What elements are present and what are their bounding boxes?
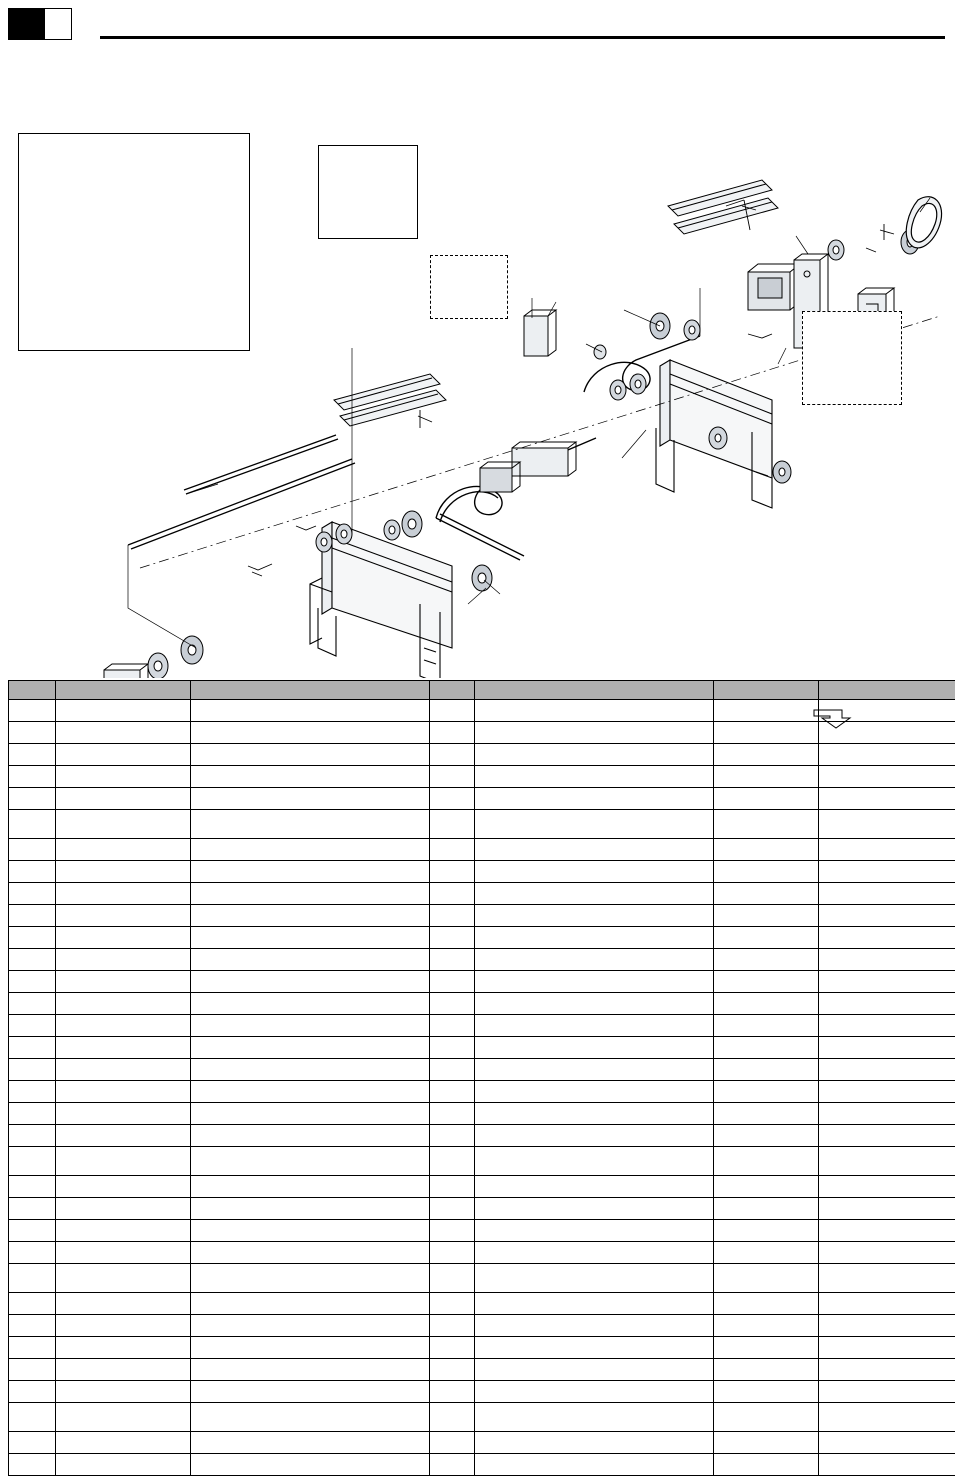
cell-description-2 <box>475 1220 714 1242</box>
cell-ref <box>9 744 56 766</box>
cell-description-2 <box>475 1081 714 1103</box>
cell-description <box>191 722 430 744</box>
table-row <box>9 1220 955 1242</box>
cell-qty-2 <box>714 1147 819 1176</box>
cell-notes <box>819 1337 955 1359</box>
cell-description <box>191 993 430 1015</box>
cell-qty <box>430 1176 475 1198</box>
cell-qty-2 <box>714 700 819 722</box>
cell-ref <box>9 1454 56 1476</box>
section-label-box <box>44 8 72 40</box>
cell-ref <box>9 949 56 971</box>
cell-part-number <box>56 700 191 722</box>
cell-qty-2 <box>714 1037 819 1059</box>
cell-description <box>191 1125 430 1147</box>
cell-description-2 <box>475 883 714 905</box>
cell-notes <box>819 949 955 971</box>
cell-qty <box>430 1059 475 1081</box>
cell-description-2 <box>475 1293 714 1315</box>
cell-description-2 <box>475 1381 714 1403</box>
table-row <box>9 1037 955 1059</box>
cell-description-2 <box>475 839 714 861</box>
cell-ref <box>9 1381 56 1403</box>
table-row <box>9 744 955 766</box>
table-row <box>9 1198 955 1220</box>
cell-part-number <box>56 1315 191 1337</box>
cell-ref <box>9 971 56 993</box>
cell-description <box>191 905 430 927</box>
cell-part-number <box>56 722 191 744</box>
cell-part-number <box>56 927 191 949</box>
cell-description <box>191 1147 430 1176</box>
cell-qty <box>430 1337 475 1359</box>
cell-ref <box>9 766 56 788</box>
table-row <box>9 788 955 810</box>
cell-notes <box>819 1432 955 1454</box>
cell-ref <box>9 1125 56 1147</box>
table-row <box>9 1293 955 1315</box>
cell-description <box>191 883 430 905</box>
cell-qty <box>430 1293 475 1315</box>
cell-description <box>191 766 430 788</box>
cell-part-number <box>56 1264 191 1293</box>
cell-description <box>191 839 430 861</box>
cell-qty <box>430 861 475 883</box>
cell-part-number <box>56 839 191 861</box>
cell-ref <box>9 1403 56 1432</box>
cell-qty <box>430 1125 475 1147</box>
cell-part-number <box>56 1176 191 1198</box>
column-header-qty <box>430 681 475 700</box>
cell-description <box>191 949 430 971</box>
cell-ref <box>9 1264 56 1293</box>
cell-qty-2 <box>714 1337 819 1359</box>
cell-notes <box>819 971 955 993</box>
cell-qty-2 <box>714 861 819 883</box>
cell-description <box>191 1081 430 1103</box>
cell-description <box>191 1103 430 1125</box>
table-row <box>9 1432 955 1454</box>
cell-ref <box>9 1220 56 1242</box>
cell-ref <box>9 810 56 839</box>
cell-part-number <box>56 1403 191 1432</box>
cell-qty <box>430 949 475 971</box>
cell-ref <box>9 1081 56 1103</box>
cell-notes <box>819 927 955 949</box>
cell-description-2 <box>475 1359 714 1381</box>
cell-qty-2 <box>714 788 819 810</box>
cell-part-number <box>56 1454 191 1476</box>
table-row <box>9 1242 955 1264</box>
cell-qty <box>430 1381 475 1403</box>
column-header-part-number <box>56 681 191 700</box>
cell-qty-2 <box>714 1315 819 1337</box>
cell-description-2 <box>475 1015 714 1037</box>
cell-description <box>191 1015 430 1037</box>
cell-description-2 <box>475 1176 714 1198</box>
cell-description-2 <box>475 1198 714 1220</box>
cell-ref <box>9 1359 56 1381</box>
cell-description <box>191 1337 430 1359</box>
cell-ref <box>9 1037 56 1059</box>
cell-qty-2 <box>714 1381 819 1403</box>
cell-description-2 <box>475 1242 714 1264</box>
cell-qty <box>430 1454 475 1476</box>
cell-part-number <box>56 1359 191 1381</box>
cell-description-2 <box>475 1403 714 1432</box>
cell-description <box>191 1059 430 1081</box>
cell-description-2 <box>475 744 714 766</box>
cell-notes <box>819 810 955 839</box>
cell-notes <box>819 839 955 861</box>
cell-qty <box>430 1359 475 1381</box>
cell-description <box>191 1176 430 1198</box>
cell-notes <box>819 1315 955 1337</box>
cell-part-number <box>56 1242 191 1264</box>
cell-description <box>191 1242 430 1264</box>
cell-description-2 <box>475 1432 714 1454</box>
cell-part-number <box>56 861 191 883</box>
cell-notes <box>819 766 955 788</box>
cell-ref <box>9 722 56 744</box>
table-header-row <box>9 681 955 700</box>
cell-part-number <box>56 993 191 1015</box>
table-row <box>9 883 955 905</box>
cell-qty-2 <box>714 993 819 1015</box>
cell-part-number <box>56 744 191 766</box>
cell-qty-2 <box>714 1176 819 1198</box>
cell-notes <box>819 1081 955 1103</box>
cell-description-2 <box>475 788 714 810</box>
table-body <box>9 700 955 1476</box>
cell-part-number <box>56 1037 191 1059</box>
cell-description-2 <box>475 905 714 927</box>
cell-qty <box>430 810 475 839</box>
cell-qty <box>430 766 475 788</box>
cell-description <box>191 1264 430 1293</box>
cell-description-2 <box>475 993 714 1015</box>
cell-notes <box>819 1015 955 1037</box>
cell-qty-2 <box>714 1081 819 1103</box>
header-divider <box>100 36 945 39</box>
table-row <box>9 1147 955 1176</box>
cell-notes <box>819 1454 955 1476</box>
table-row <box>9 766 955 788</box>
cell-notes <box>819 1242 955 1264</box>
cell-qty <box>430 1198 475 1220</box>
cell-description <box>191 700 430 722</box>
cell-qty-2 <box>714 1198 819 1220</box>
cell-qty-2 <box>714 1454 819 1476</box>
cell-description <box>191 1037 430 1059</box>
cell-part-number <box>56 1432 191 1454</box>
cell-qty <box>430 722 475 744</box>
cell-ref <box>9 1242 56 1264</box>
cell-qty-2 <box>714 971 819 993</box>
cell-notes <box>819 1403 955 1432</box>
cell-ref <box>9 993 56 1015</box>
table-row <box>9 1125 955 1147</box>
cell-part-number <box>56 971 191 993</box>
cell-ref <box>9 883 56 905</box>
cell-part-number <box>56 1220 191 1242</box>
cell-qty-2 <box>714 1059 819 1081</box>
cell-ref <box>9 1337 56 1359</box>
table-row <box>9 1081 955 1103</box>
cell-description <box>191 744 430 766</box>
cell-qty <box>430 905 475 927</box>
cell-qty-2 <box>714 1293 819 1315</box>
detail-dashed-box-b <box>802 311 902 405</box>
table-row <box>9 1337 955 1359</box>
table-row <box>9 993 955 1015</box>
cell-notes <box>819 1220 955 1242</box>
cell-qty-2 <box>714 722 819 744</box>
cell-description <box>191 1432 430 1454</box>
cell-notes <box>819 861 955 883</box>
exploded-view-figure <box>0 48 955 678</box>
cell-notes <box>819 1103 955 1125</box>
cell-qty <box>430 1147 475 1176</box>
cell-notes <box>819 1176 955 1198</box>
table-row <box>9 810 955 839</box>
cell-description-2 <box>475 1059 714 1081</box>
column-header-description-2 <box>475 681 714 700</box>
cell-description-2 <box>475 766 714 788</box>
cell-qty-2 <box>714 1432 819 1454</box>
cell-ref <box>9 839 56 861</box>
cell-notes <box>819 1125 955 1147</box>
cell-description <box>191 1454 430 1476</box>
table-row <box>9 927 955 949</box>
cell-notes <box>819 1198 955 1220</box>
cell-description-2 <box>475 1264 714 1293</box>
cell-part-number <box>56 883 191 905</box>
cell-part-number <box>56 1337 191 1359</box>
cell-qty <box>430 1015 475 1037</box>
cell-description-2 <box>475 1037 714 1059</box>
cell-qty-2 <box>714 1359 819 1381</box>
cell-ref <box>9 788 56 810</box>
cell-notes <box>819 1037 955 1059</box>
cell-notes <box>819 1147 955 1176</box>
cell-description-2 <box>475 1315 714 1337</box>
table-row <box>9 949 955 971</box>
cell-description <box>191 1403 430 1432</box>
cell-qty <box>430 744 475 766</box>
cell-qty-2 <box>714 839 819 861</box>
table-row <box>9 1359 955 1381</box>
cell-part-number <box>56 1147 191 1176</box>
table-row <box>9 1381 955 1403</box>
table-row <box>9 1403 955 1432</box>
cell-qty <box>430 1264 475 1293</box>
cell-notes <box>819 883 955 905</box>
column-header-ref <box>9 681 56 700</box>
cell-qty <box>430 1103 475 1125</box>
cell-ref <box>9 700 56 722</box>
cell-part-number <box>56 1125 191 1147</box>
cell-qty-2 <box>714 1015 819 1037</box>
table-row <box>9 1315 955 1337</box>
cell-notes <box>819 905 955 927</box>
cell-part-number <box>56 905 191 927</box>
cell-ref <box>9 927 56 949</box>
cell-qty-2 <box>714 1103 819 1125</box>
cell-qty <box>430 700 475 722</box>
cell-qty-2 <box>714 1220 819 1242</box>
cell-notes <box>819 1264 955 1293</box>
table-row <box>9 700 955 722</box>
cell-description-2 <box>475 810 714 839</box>
table-row <box>9 722 955 744</box>
cell-qty <box>430 927 475 949</box>
cell-description-2 <box>475 700 714 722</box>
cell-part-number <box>56 1081 191 1103</box>
cell-description-2 <box>475 971 714 993</box>
cell-qty-2 <box>714 927 819 949</box>
cell-notes <box>819 722 955 744</box>
detail-inset-box-a <box>318 145 418 239</box>
table-row <box>9 1015 955 1037</box>
cell-description-2 <box>475 1147 714 1176</box>
cell-part-number <box>56 1059 191 1081</box>
cell-notes <box>819 1359 955 1381</box>
cell-ref <box>9 1147 56 1176</box>
cell-ref <box>9 1315 56 1337</box>
cell-qty <box>430 1220 475 1242</box>
cell-part-number <box>56 1293 191 1315</box>
machine-overview-box <box>18 133 250 351</box>
cell-qty-2 <box>714 905 819 927</box>
cell-ref <box>9 1293 56 1315</box>
cell-part-number <box>56 1103 191 1125</box>
cell-qty <box>430 1037 475 1059</box>
cell-ref <box>9 905 56 927</box>
cell-part-number <box>56 1015 191 1037</box>
cell-notes <box>819 1293 955 1315</box>
table-row <box>9 971 955 993</box>
cell-ref <box>9 1015 56 1037</box>
page-number-block <box>8 8 44 40</box>
cell-qty <box>430 993 475 1015</box>
cell-part-number <box>56 949 191 971</box>
cell-description-2 <box>475 1454 714 1476</box>
cell-description-2 <box>475 722 714 744</box>
table-row <box>9 1176 955 1198</box>
cell-qty-2 <box>714 1264 819 1293</box>
column-header-qty-2 <box>714 681 819 700</box>
cell-ref <box>9 1432 56 1454</box>
cell-notes <box>819 744 955 766</box>
cell-ref <box>9 1198 56 1220</box>
cell-description <box>191 861 430 883</box>
cell-part-number <box>56 1198 191 1220</box>
cell-qty-2 <box>714 1242 819 1264</box>
cell-qty-2 <box>714 1403 819 1432</box>
cell-qty <box>430 839 475 861</box>
cell-qty <box>430 971 475 993</box>
table-row <box>9 905 955 927</box>
cell-qty-2 <box>714 883 819 905</box>
cell-description-2 <box>475 1337 714 1359</box>
cell-description <box>191 1359 430 1381</box>
cell-description-2 <box>475 949 714 971</box>
column-header-notes <box>819 681 955 700</box>
cell-qty-2 <box>714 949 819 971</box>
cell-description <box>191 1220 430 1242</box>
cell-part-number <box>56 810 191 839</box>
cell-description-2 <box>475 1103 714 1125</box>
cell-qty-2 <box>714 810 819 839</box>
column-header-description <box>191 681 430 700</box>
cell-description <box>191 788 430 810</box>
cell-description <box>191 927 430 949</box>
cell-qty-2 <box>714 1125 819 1147</box>
cell-qty <box>430 1081 475 1103</box>
cell-qty <box>430 788 475 810</box>
cell-ref <box>9 1103 56 1125</box>
cell-description-2 <box>475 861 714 883</box>
table-row <box>9 861 955 883</box>
cell-part-number <box>56 788 191 810</box>
cell-part-number <box>56 766 191 788</box>
table-row <box>9 839 955 861</box>
cell-notes <box>819 993 955 1015</box>
cell-description-2 <box>475 927 714 949</box>
cell-notes <box>819 1381 955 1403</box>
cell-description <box>191 1293 430 1315</box>
cell-qty <box>430 883 475 905</box>
cell-description <box>191 971 430 993</box>
cell-qty <box>430 1242 475 1264</box>
detail-dashed-box-a <box>430 255 508 319</box>
cell-ref <box>9 1059 56 1081</box>
cell-notes <box>819 788 955 810</box>
cell-qty-2 <box>714 766 819 788</box>
cell-qty <box>430 1315 475 1337</box>
cell-description <box>191 1198 430 1220</box>
cell-notes <box>819 1059 955 1081</box>
cell-description <box>191 810 430 839</box>
table-row <box>9 1454 955 1476</box>
cell-ref <box>9 861 56 883</box>
cell-qty <box>430 1403 475 1432</box>
cell-description-2 <box>475 1125 714 1147</box>
parts-list-table <box>8 680 955 1476</box>
cell-notes <box>819 700 955 722</box>
cell-qty-2 <box>714 744 819 766</box>
cell-description <box>191 1315 430 1337</box>
table-row <box>9 1264 955 1293</box>
cell-ref <box>9 1176 56 1198</box>
cell-description <box>191 1381 430 1403</box>
cell-qty <box>430 1432 475 1454</box>
page-header <box>0 0 955 48</box>
table-row <box>9 1059 955 1081</box>
table-row <box>9 1103 955 1125</box>
cell-part-number <box>56 1381 191 1403</box>
